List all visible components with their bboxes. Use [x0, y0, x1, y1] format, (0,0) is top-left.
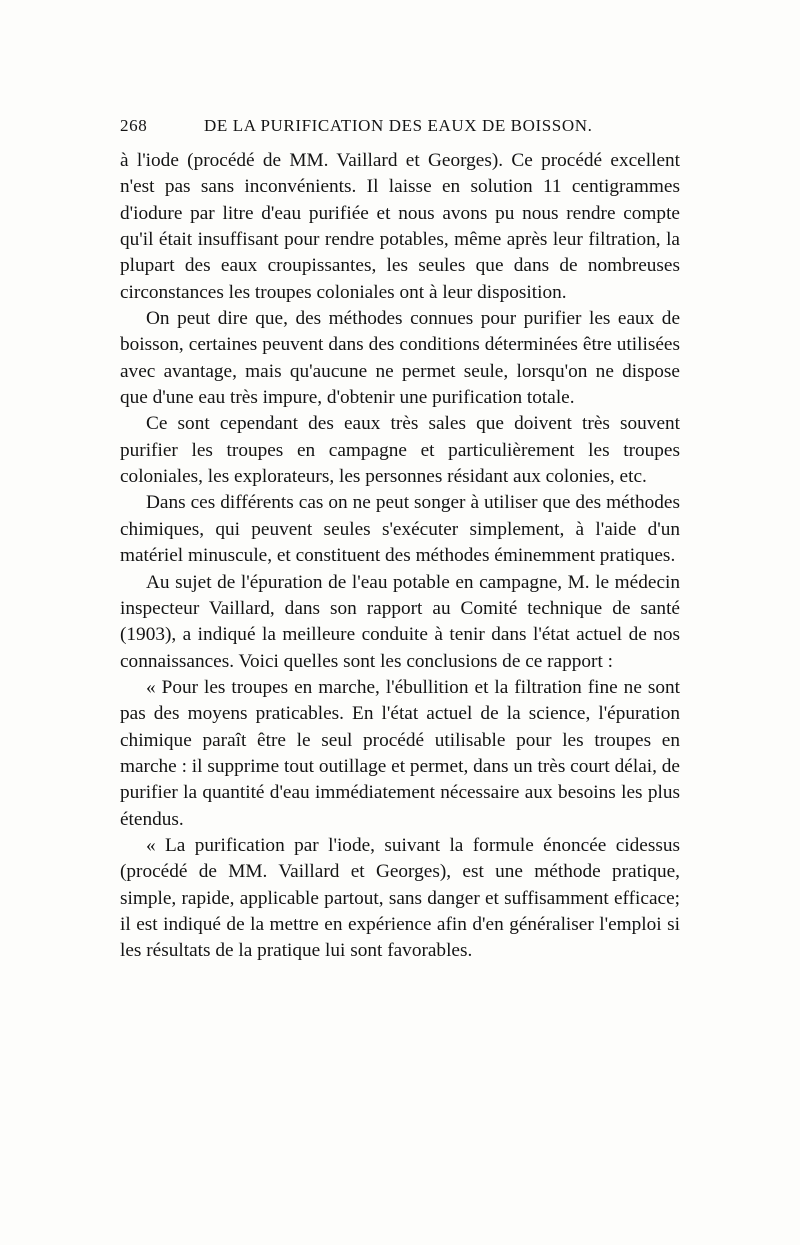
paragraph-continuation: à l'iode (procédé de MM. Vaillard et Georges). Ce procédé excellent n'est pas sans inconvénients. Il laisse en solution 11 centigrammes d'iodure par litre d'eau purifiée et nous avons pu nous rendre compte qu'il était insuffisant pour rendre potables, même après leur filtration, la plupart des eaux croupissantes, les seules que dans de nombreuses circonstances les troupes coloniales ont à leur disposition. [120, 150, 680, 303]
quoted-paragraph: « Pour les troupes en marche, l'ébullition et la filtration fine ne sont pas des moyens praticables. En l'état actuel de la science, l'épuration chimique paraît être le seul procédé utilisable pour les troupes en marche : il supprime tout outillage et permet, dans un très court délai, de purifier la quantité d'eau immédiatement nécessaire aux besoins les plus étendus. [120, 676, 680, 830]
paragraph: Au sujet de l'épuration de l'eau potable en campagne, M. le médecin inspecteur Vaillard, dans son rapport au Comité technique de santé (1903), a indiqué la meilleure conduite à tenir dans l'état actuel de nos connaissances. Voici quelles sont les conclusions de ce rapport : [120, 571, 680, 672]
paragraph: On peut dire que, des méthodes connues pour purifier les eaux de boisson, certaines peuvent dans des conditions déterminées être utilisées avec avantage, mais qu'aucune ne permet seule, lorsqu'on ne dispose que d'une eau très impure, d'obtenir une purification totale. [120, 308, 680, 409]
paragraph: Dans ces différents cas on ne peut songer à utiliser que des méthodes chimiques, qui peuvent seules s'exécuter simplement, à l'aide d'un matériel minuscule, et constituent des méthodes éminemment pratiques. [120, 492, 680, 567]
quoted-paragraph: « La purification par l'iode, suivant la formule énoncée cidessus (procédé de MM. Vaillard et Georges), est une méthode pratique, simple, rapide, applicable partout, sans danger et suffisamment efficace; il est indiqué de la mettre en expérience afin d'en généraliser l'emploi si les résultats de la pratique lui sont favorables. [120, 834, 680, 962]
running-title: DE LA PURIFICATION DES EAUX DE BOISSON. [204, 116, 593, 135]
body-text [120, 148, 680, 965]
page-header [120, 116, 608, 140]
paragraph: Ce sont cependant des eaux très sales que doivent très souvent purifier les troupes en campagne et particulièrement les troupes coloniales, les explorateurs, les personnes résidant aux colonies, etc. [120, 413, 680, 488]
page-number: 268 [120, 116, 148, 135]
